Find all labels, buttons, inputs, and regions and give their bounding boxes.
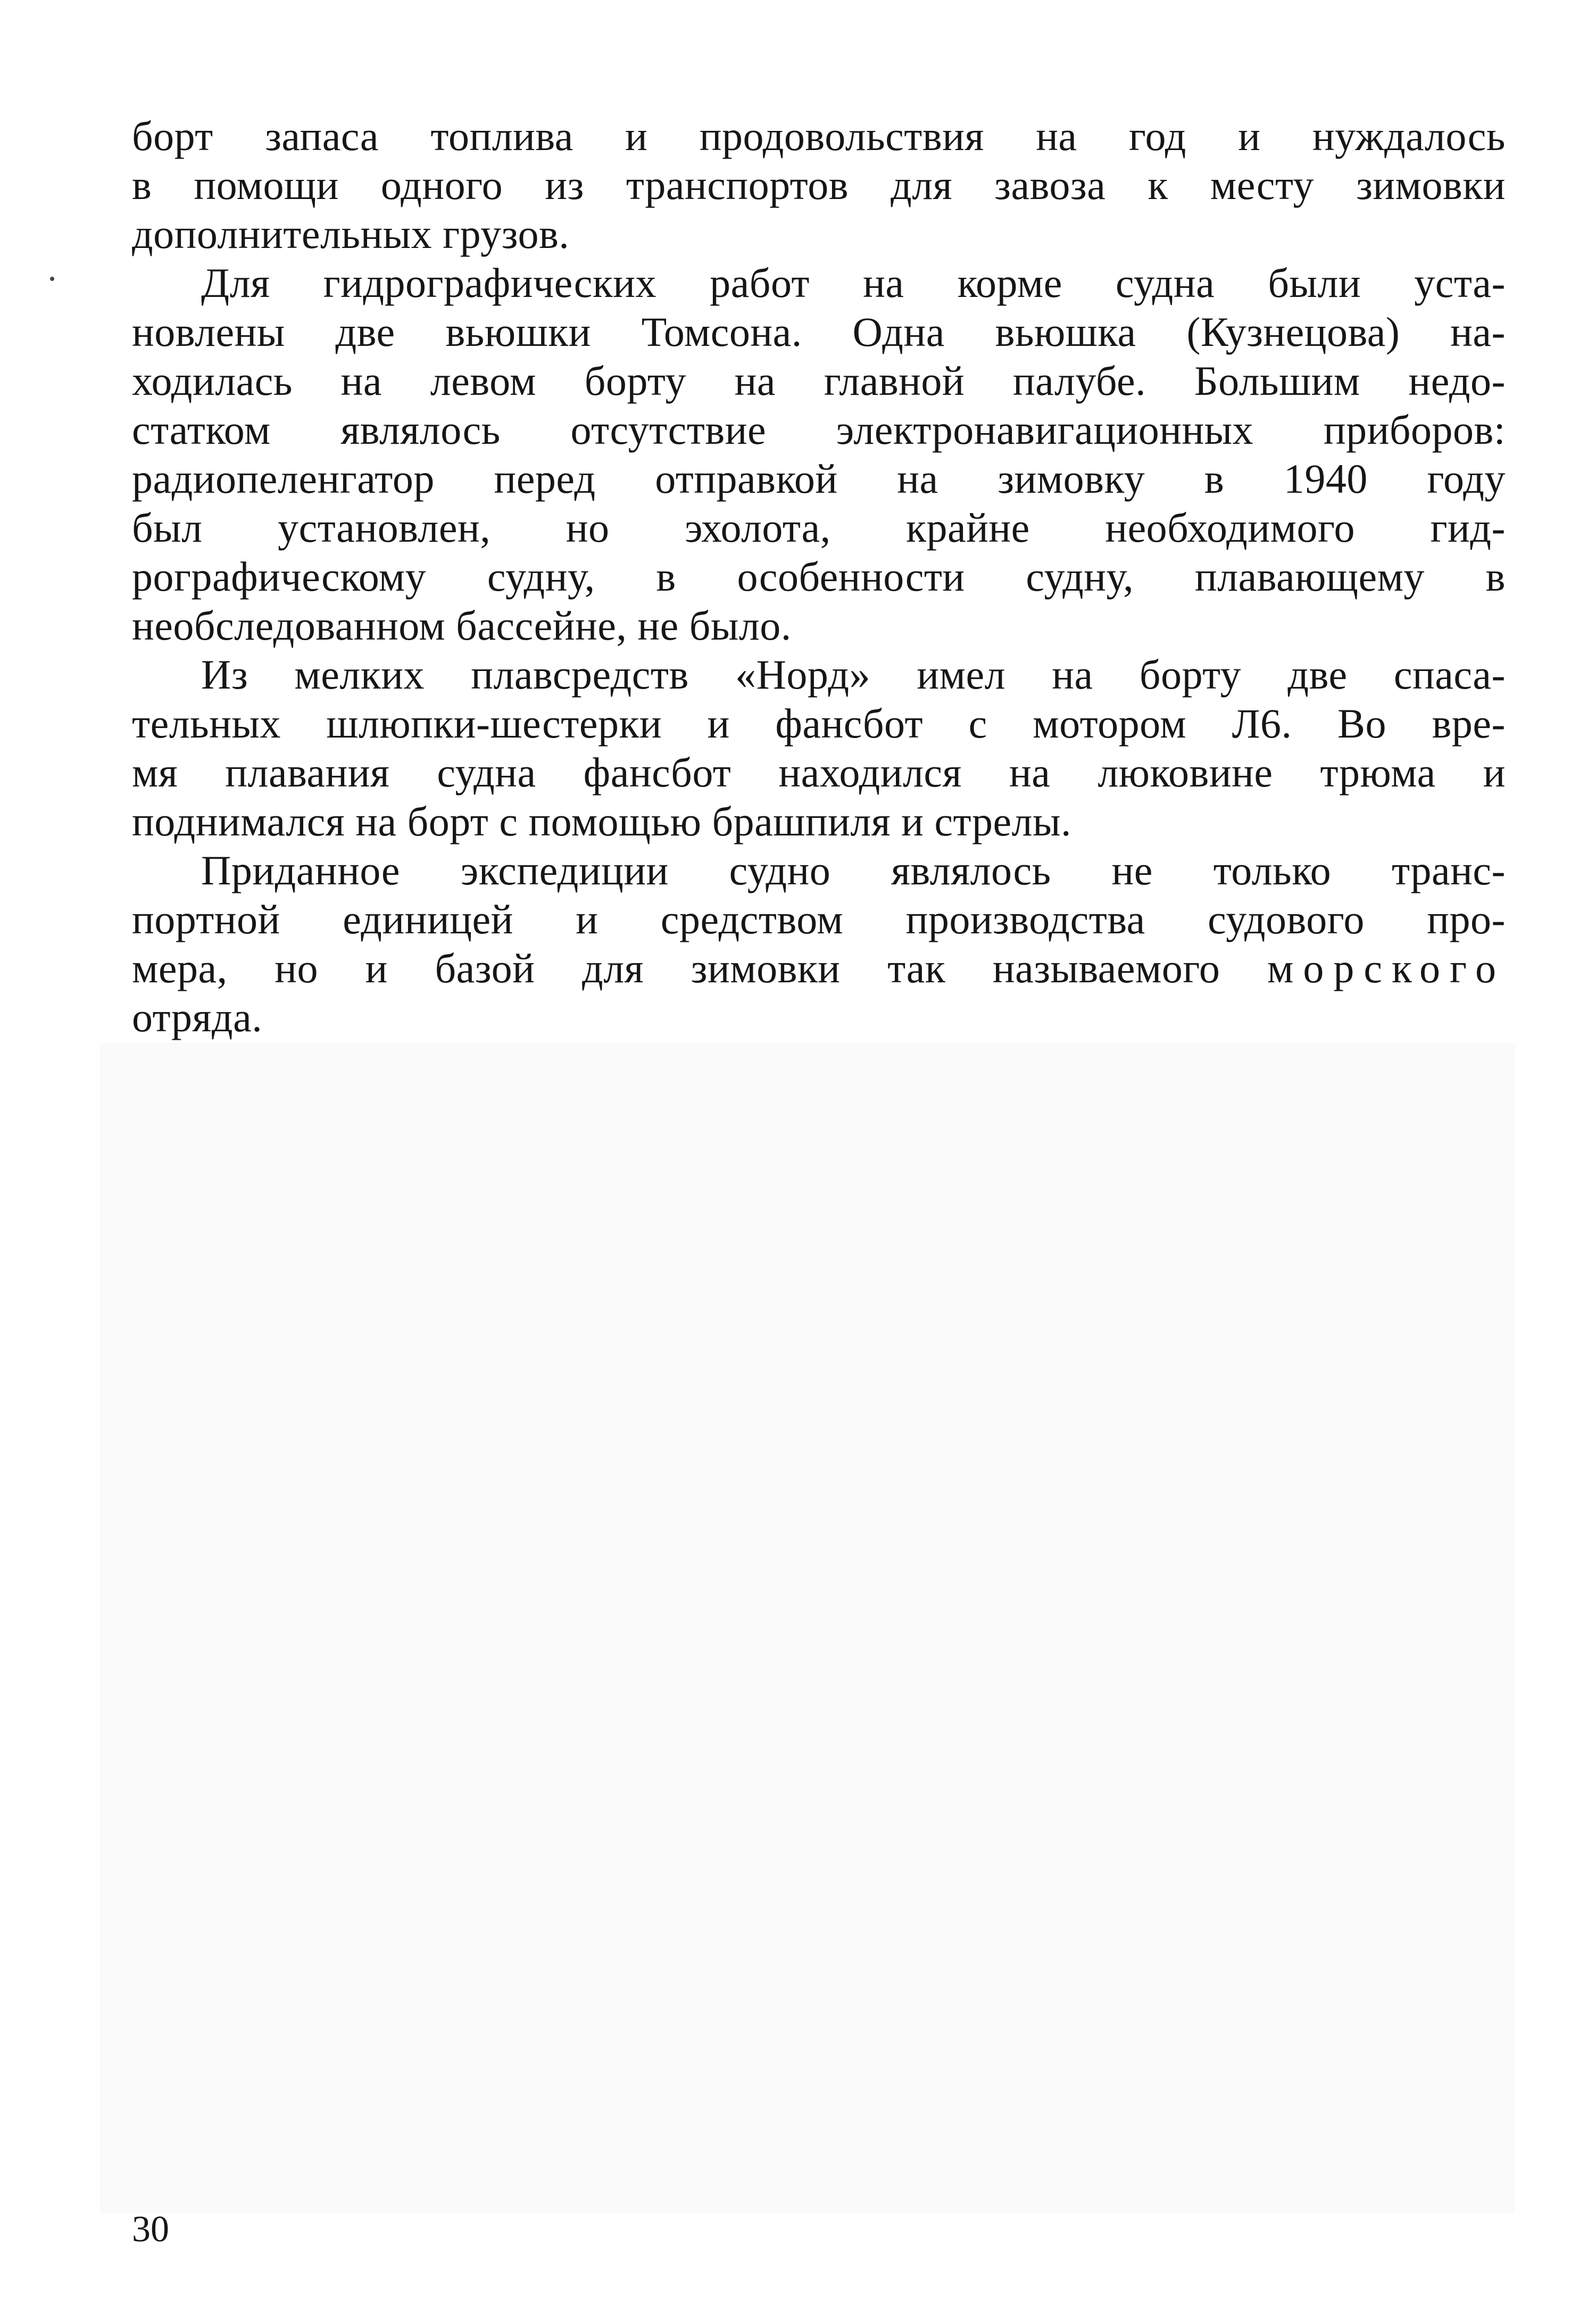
text-fragment: мера, но и базой для зимовки так называемого — [132, 945, 1220, 991]
text-line: дополнительных грузов. — [132, 211, 570, 257]
text-line: поднимался на борт с помощью брашпиля и стрелы. — [132, 798, 1071, 844]
page-number: 30 — [132, 2209, 169, 2250]
stray-mark — [50, 277, 54, 281]
text-line: ходилась на левом борту на главной палубе. Большим недо- — [132, 358, 1506, 404]
text-line: тельных шлюпки-шестерки и фансбот с мотором Л6. Во вре- — [132, 700, 1506, 747]
text-line: Для гидрографических работ на корме судна были уста- — [201, 260, 1506, 306]
text-line: новлены две вьюшки Томсона. Одна вьюшка (Кузнецова) на- — [132, 309, 1506, 355]
paragraph-2 — [132, 259, 1506, 650]
text-line: мя плавания судна фансбот находился на люковине трюма и — [132, 749, 1506, 796]
text-line: был установлен, но эхолота, крайне необходимого гид- — [132, 504, 1506, 551]
paragraph-4 — [132, 846, 1506, 1042]
blank-lower-area — [100, 1043, 1515, 2214]
text-line: рографическому судну, в особенности судну, плавающему в — [132, 553, 1506, 600]
text-line-mixed — [132, 944, 1506, 993]
text-line: борт запаса топлива и продовольствия на год и нуждалось — [132, 113, 1506, 159]
text-line: отряда. — [132, 994, 263, 1040]
body-text — [132, 112, 1506, 1042]
text-line: необследованном бассейне, не было. — [132, 602, 792, 649]
paragraph-1 — [132, 112, 1506, 259]
text-line: Из мелких плавсредств «Норд» имел на борту две спаса- — [201, 651, 1506, 698]
paragraph-3 — [132, 650, 1506, 846]
text-line: радиопеленгатор перед отправкой на зимовку в 1940 году — [132, 456, 1506, 502]
text-line: в помощи одного из транспортов для завоза к месту зимовки — [132, 162, 1506, 208]
text-line: портной единицей и средством производства судового про- — [132, 896, 1506, 942]
emphasized-word: морского — [1267, 945, 1506, 991]
text-line: статком являлось отсутствие электронавигационных приборов: — [132, 407, 1506, 453]
text-line: Приданное экспедиции судно являлось не только транс- — [201, 847, 1506, 893]
